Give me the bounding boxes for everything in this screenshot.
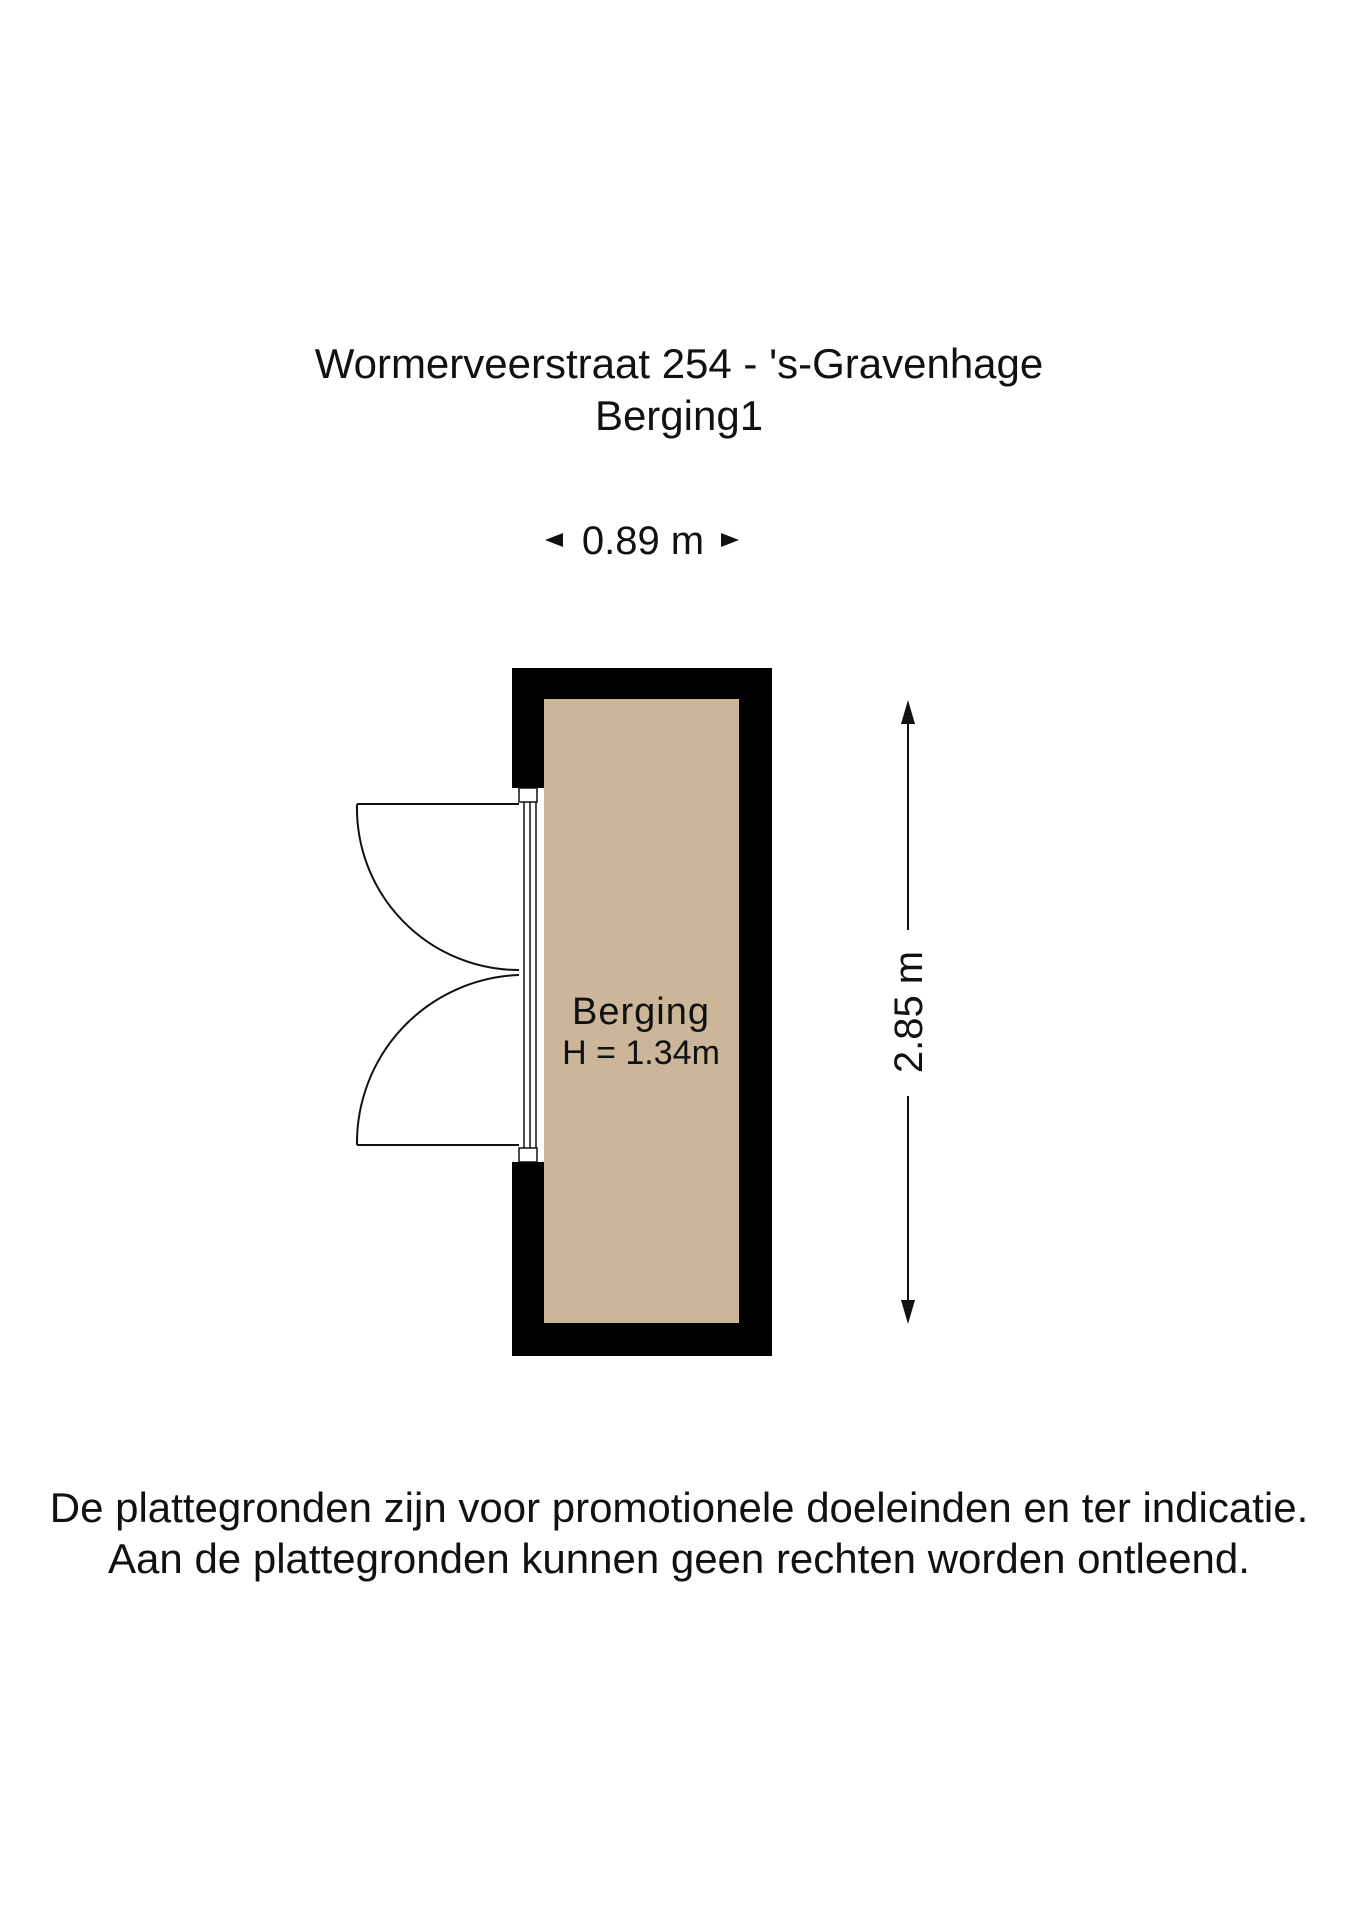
width-arrow-left — [545, 533, 563, 547]
width-label: 0.89 m — [581, 519, 705, 563]
length-arrow-bottom — [901, 1300, 915, 1324]
room-name: Berging — [572, 991, 710, 1033]
width-arrow-right — [721, 533, 739, 547]
address-title: Wormerveerstraat 254 - 's-Gravenhage — [314, 340, 1044, 387]
length-arrow-top — [901, 700, 915, 724]
disclaimer-line-1: De plattegronden zijn voor promotionele doeleinden en ter indicatie. — [49, 1484, 1309, 1531]
disclaimer-line-2: Aan de plattegronden kunnen geen rechten worden ontleend. — [108, 1535, 1250, 1582]
door-swing — [357, 804, 519, 1145]
room-height: H = 1.34m — [562, 1034, 720, 1072]
floor-title: Berging1 — [594, 392, 764, 439]
disclaimer — [0, 1482, 1358, 1584]
width-dimension — [545, 519, 739, 563]
length-dimension — [887, 700, 931, 1324]
door-arc-top — [357, 804, 519, 970]
door-arc-bottom — [357, 975, 519, 1145]
length-label: 2.85 m — [887, 950, 931, 1074]
